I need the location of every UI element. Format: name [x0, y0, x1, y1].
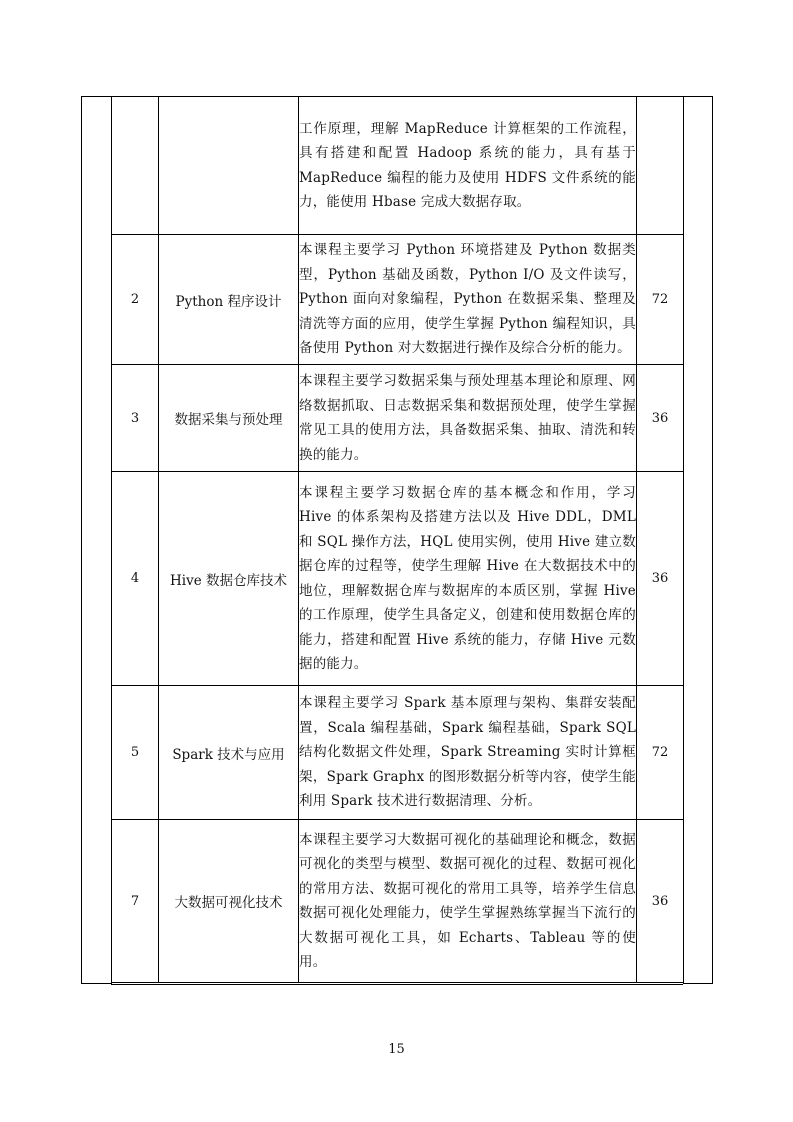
page-number: 15	[388, 1042, 405, 1057]
course-description: 工作原理，理解 MapReduce 计算框架的工作流程，具有搭建和配置 Hadoop 系统的能力，具有基于 MapReduce 编程的能力及使用 HDFS 文件系统的能力，能使用 Hbase 完成大数据存取。	[299, 97, 637, 235]
course-hours	[637, 97, 684, 235]
outer-frame-left	[81, 96, 112, 984]
course-description: 本课程主要学习数据仓库的基本概念和作用，学习 Hive 的体系架构及搭建方法以及 Hive DDL，DML 和 SQL 操作方法，HQL 使用实例，使用 Hive 建立数据仓库的过程等，使学生理解 Hive 在大数据技术中的地位，理解数据仓库与数据库的本质区别，掌握 Hive 的工作原理，使学生具备定义，创建和使用数据仓库的能力，搭建和配置 Hive 系统的能力，存储 Hive 元数据的能力。	[299, 472, 637, 686]
course-name: Python 程序设计	[159, 235, 299, 365]
course-name: 大数据可视化技术	[159, 820, 299, 983]
outer-frame-right	[683, 96, 713, 984]
course-description: 本课程主要学习 Python 环境搭建及 Python 数据类型，Python 基础及函数，Python I/O 及文件读写，Python 面向对象编程，Python 在数据采集、整理及清洗等方面的应用，使学生掌握 Python 编程知识，具备使用 Python 对大数据进行操作及综合分析的能力。	[299, 235, 637, 365]
course-hours: 36	[637, 365, 684, 472]
course-hours: 72	[637, 235, 684, 365]
table-row	[112, 97, 684, 235]
course-name: Spark 技术与应用	[159, 686, 299, 820]
table-row	[112, 820, 684, 983]
course-name: 数据采集与预处理	[159, 365, 299, 472]
course-number: 2	[112, 235, 159, 365]
course-number: 4	[112, 472, 159, 686]
course-hours: 72	[637, 686, 684, 820]
course-number: 3	[112, 365, 159, 472]
table-row	[112, 472, 684, 686]
course-name	[159, 97, 299, 235]
course-number: 7	[112, 820, 159, 983]
course-name: Hive 数据仓库技术	[159, 472, 299, 686]
course-description: 本课程主要学习数据采集与预处理基本理论和原理、网络数据抓取、日志数据采集和数据预处理，使学生掌握常见工具的使用方法，具备数据采集、抽取、清洗和转换的能力。	[299, 365, 637, 472]
table-bottom-border	[111, 982, 683, 985]
table-row	[112, 365, 684, 472]
table-row	[112, 686, 684, 820]
course-description: 本课程主要学习 Spark 基本原理与架构、集群安装配置，Scala 编程基础，Spark 编程基础，Spark SQL 结构化数据文件处理，Spark Streaming 实时计算框架，Spark Graphx 的图形数据分析等内容，使学生能利用 Spark 技术进行数据清理、分析。	[299, 686, 637, 820]
course-hours: 36	[637, 820, 684, 983]
course-number	[112, 97, 159, 235]
course-description: 本课程主要学习大数据可视化的基础理论和概念，数据可视化的类型与模型、数据可视化的过程、数据可视化的常用方法、数据可视化的常用工具等，培养学生信息数据可视化处理能力，使学生掌握熟练掌握当下流行的大数据可视化工具，如 Echarts、Tableau 等的使用。	[299, 820, 637, 983]
course-number: 5	[112, 686, 159, 820]
table-row	[112, 235, 684, 365]
course-hours: 36	[637, 472, 684, 686]
course-table	[111, 96, 684, 983]
